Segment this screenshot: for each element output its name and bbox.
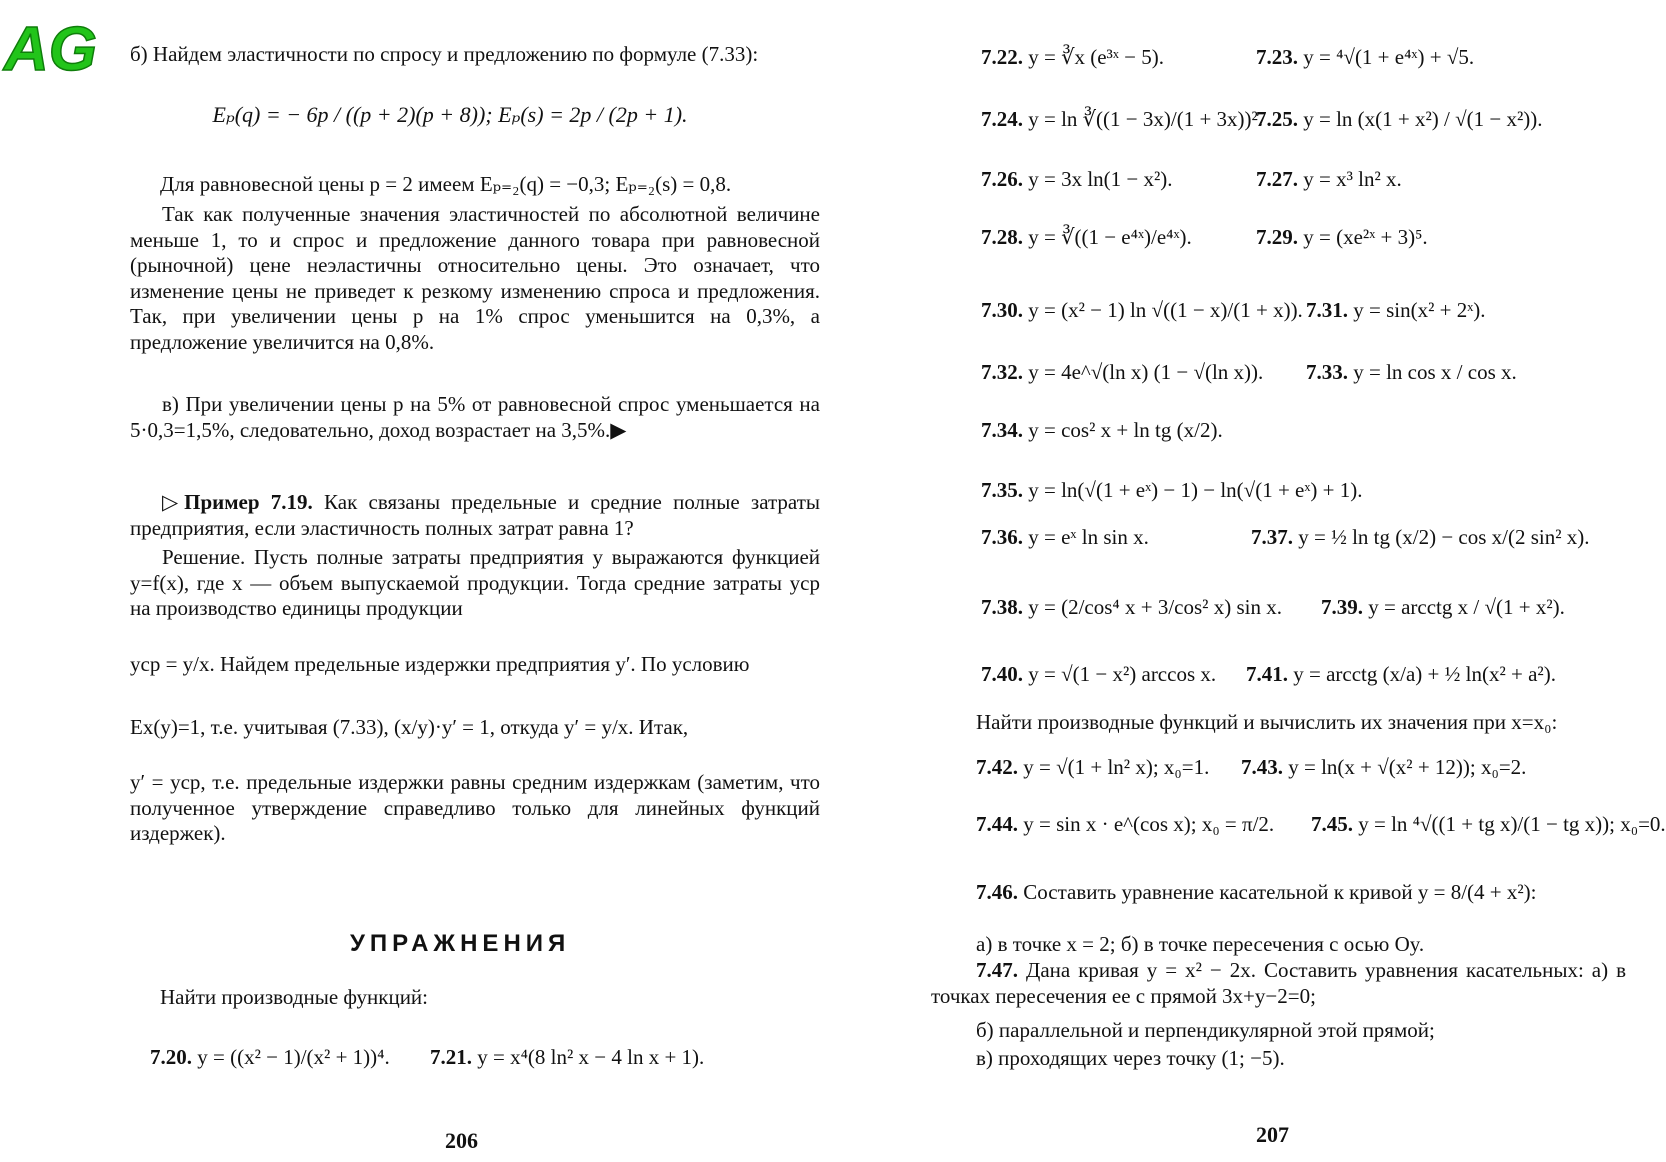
exercise-formula: y = (xe²ˣ + 3)⁵. [1303, 225, 1428, 249]
equilibrium-line: Для равновесной цены p = 2 имеем Eₚ₌₂(q) = −0,3; Eₚ₌₂(s) = 0,8. [160, 172, 732, 196]
exercise-7-45 [1311, 812, 1666, 837]
exercise-7-39 [1321, 595, 1565, 620]
exercise-7-31 [1306, 298, 1486, 323]
exercise-formula: y = ∛((1 − e⁴ˣ)/e⁴ˣ). [1028, 225, 1192, 249]
exercise-formula: y = x⁴(8 ln² x − 4 ln x + 1). [477, 1045, 705, 1069]
exercise-formula: y = (x² − 1) ln √((1 − x)/(1 + x)). [1028, 298, 1303, 322]
exercise-7-30 [981, 298, 1303, 323]
solution-part-2: yср = y/x. Найдем предельные издержки предприятия y′. По условию [130, 652, 750, 676]
exercise-7-28 [981, 225, 1192, 250]
exercise-number: 7.23. [1256, 45, 1298, 69]
example-text: Как связаны предельные и средние полные затраты предприятия, если эластичность полных затрат равна 1? [130, 490, 820, 540]
exercise-7-29 [1256, 225, 1428, 250]
exercise-formula: y = ½ ln tg (x/2) − cos x/(2 sin² x). [1298, 525, 1590, 549]
solution-part-1: Решение. Пусть полные затраты предприятия y выражаются функцией y=f(x), где x — объем выпускаемой продукции. Тогда средние затраты yср на производство единицы продукции [130, 545, 820, 621]
exercise-number: 7.21. [430, 1045, 472, 1069]
exercise-number: 7.22. [981, 45, 1023, 69]
exercise-number: 7.38. [981, 595, 1023, 619]
exercise-number: 7.25. [1256, 107, 1298, 131]
exercise-number: 7.47. [976, 958, 1018, 982]
exercise-formula: y = ln(√(1 + eˣ) − 1) − ln(√(1 + eˣ) + 1). [1028, 478, 1363, 502]
exercise-7-23 [1256, 45, 1474, 70]
exercise-7-46-parts: а) в точке x = 2; б) в точке пересечения с осью Oy. [976, 932, 1425, 956]
exercise-number: 7.27. [1256, 167, 1298, 191]
exercise-number: 7.29. [1256, 225, 1298, 249]
exercise-7-20 [150, 1045, 390, 1070]
exercise-number: 7.42. [976, 755, 1018, 779]
exercise-formula: y = arcctg (x/a) + ½ ln(x² + a²). [1293, 662, 1556, 686]
exercise-formula: y = cos² x + ln tg (x/2). [1028, 418, 1223, 442]
exercise-number: 7.46. [976, 880, 1018, 904]
exercise-7-26 [981, 167, 1173, 192]
task-intro-2: Найти производные функций и вычислить их значения при x=x₀: [976, 710, 1558, 734]
exercise-formula: y = ln (x(1 + x²) / √(1 − x²)). [1303, 107, 1543, 131]
para-b: б) Найдем эластичности по спросу и предложению по формуле (7.33): [130, 42, 759, 66]
example-label: ▷Пример 7.19. [162, 490, 313, 514]
exercise-formula: y = sin x · e^(cos x); x₀ = π/2. [1023, 812, 1275, 836]
exercise-formula: y = ⁴√(1 + e⁴ˣ) + √5. [1303, 45, 1475, 69]
exercise-number: 7.45. [1311, 812, 1353, 836]
exercise-number: 7.35. [981, 478, 1023, 502]
exercise-7-37 [1251, 525, 1590, 550]
exercise-7-33 [1306, 360, 1517, 385]
exercise-formula: y = arcctg x / √(1 + x²). [1368, 595, 1565, 619]
exercise-number: 7.41. [1246, 662, 1288, 686]
exercise-formula: y = √(1 − x²) arccos x. [1028, 662, 1217, 686]
exercise-formula: y = ln ⁴√((1 + tg x)/(1 − tg x)); x₀=0. [1358, 812, 1666, 836]
exercise-number: 7.44. [976, 812, 1018, 836]
exercise-number: 7.20. [150, 1045, 192, 1069]
exercise-number: 7.24. [981, 107, 1023, 131]
exercise-7-42 [976, 755, 1209, 780]
left-page [0, 0, 831, 1162]
task-intro: Найти производные функций: [160, 985, 429, 1009]
exercise-formula: y = ∛x (e³ˣ − 5). [1028, 45, 1164, 69]
exercise-number: 7.34. [981, 418, 1023, 442]
exercise-7-21 [430, 1045, 704, 1070]
right-page [831, 0, 1666, 1162]
para-v: в) При увеличении цены p на 5% от равновесной спрос уменьшается на 5·0,3=1,5%, следовательно, доход возрастает на 3,5%.▶ [130, 392, 820, 442]
exercise-formula: y = √(1 + ln² x); x₀=1. [1023, 755, 1210, 779]
exercise-number: 7.37. [1251, 525, 1293, 549]
para-since: Так как полученные значения эластичностей по абсолютной величине меньше 1, то и спрос и предложение данного товара при равновесной (рыночной) цене неэластичны относительно цены. Это означает, что изменение цены не приведет к резкому изменению спроса и предложения. Так, при увеличении цены p на 1% спрос уменьшится на 0,3%, а предложение увеличится на 0,8%. [130, 202, 820, 355]
exercise-7-25 [1256, 107, 1543, 132]
exercise-formula: y = 3x ln(1 − x²). [1028, 167, 1173, 191]
exercise-formula: y = sin(x² + 2ˣ). [1353, 298, 1486, 322]
exercise-7-47-b: б) параллельной и перпендикулярной этой прямой; [976, 1018, 1435, 1042]
exercise-7-47 [931, 958, 1626, 1009]
exercise-formula: y = (2/cos⁴ x + 3/cos² x) sin x. [1028, 595, 1282, 619]
exercise-7-44 [976, 812, 1274, 837]
page-number: 207 [1256, 1122, 1289, 1147]
exercise-7-47-c: в) проходящих через точку (1; −5). [976, 1046, 1285, 1070]
exercise-7-41 [1246, 662, 1556, 687]
svg-text:AG: AG [4, 15, 97, 84]
exercise-formula: y = ln(x + √(x² + 12)); x₀=2. [1288, 755, 1527, 779]
exercise-number: 7.43. [1241, 755, 1283, 779]
exercise-7-27 [1256, 167, 1402, 192]
exercise-7-46 [976, 880, 1636, 906]
exercise-number: 7.32. [981, 360, 1023, 384]
exercise-formula: y = ln cos x / cos x. [1353, 360, 1517, 384]
exercise-formula: y = x³ ln² x. [1303, 167, 1402, 191]
section-title: УПРАЖНЕНИЯ [350, 930, 571, 957]
exercise-7-32 [981, 360, 1263, 385]
exercise-7-22 [981, 45, 1164, 70]
logo-icon [2, 0, 97, 86]
formula-elasticity: Eₚ(q) = − 6p / ((p + 2)(p + 8)); Eₚ(s) = 2p / (2p + 1). [212, 102, 688, 127]
exercise-number: 7.39. [1321, 595, 1363, 619]
exercise-7-35 [981, 478, 1363, 503]
exercise-number: 7.28. [981, 225, 1023, 249]
solution-part-4: y′ = yср, т.е. предельные издержки равны средним издержкам (заметим, что полученное утверждение справедливо только для линейных функций издержек). [130, 770, 820, 846]
exercise-7-36 [981, 525, 1149, 550]
exercise-number: 7.26. [981, 167, 1023, 191]
exercise-number: 7.33. [1306, 360, 1348, 384]
exercise-number: 7.40. [981, 662, 1023, 686]
exercise-formula: y = 4e^√(ln x) (1 − √(ln x)). [1028, 360, 1264, 384]
exercise-number: 7.36. [981, 525, 1023, 549]
example-7-19 [130, 490, 820, 541]
page-number: 206 [445, 1128, 478, 1153]
exercise-7-43 [1241, 755, 1526, 780]
exercise-7-40 [981, 662, 1216, 687]
exercise-text: Составить уравнение касательной к кривой y = 8/(4 + x²): [1023, 880, 1537, 904]
exercise-text: Дана кривая y = x² − 2x. Составить уравнения касательных: а) в точках пересечения ее с прямой 3x+y−2=0; [931, 958, 1627, 1008]
exercise-7-38 [981, 595, 1282, 620]
exercise-number: 7.31. [1306, 298, 1348, 322]
exercise-7-34 [981, 418, 1223, 443]
exercise-number: 7.30. [981, 298, 1023, 322]
exercise-formula: y = eˣ ln sin x. [1028, 525, 1149, 549]
exercise-formula: y = ((x² − 1)/(x² + 1))⁴. [197, 1045, 390, 1069]
solution-part-3: Ex(y)=1, т.е. учитывая (7.33), (x/y)·y′ = 1, откуда y′ = y/x. Итак, [130, 715, 689, 739]
exercise-7-24 [981, 107, 1263, 132]
exercise-formula: y = ln ∛((1 − 3x)/(1 + 3x))². [1028, 107, 1264, 131]
